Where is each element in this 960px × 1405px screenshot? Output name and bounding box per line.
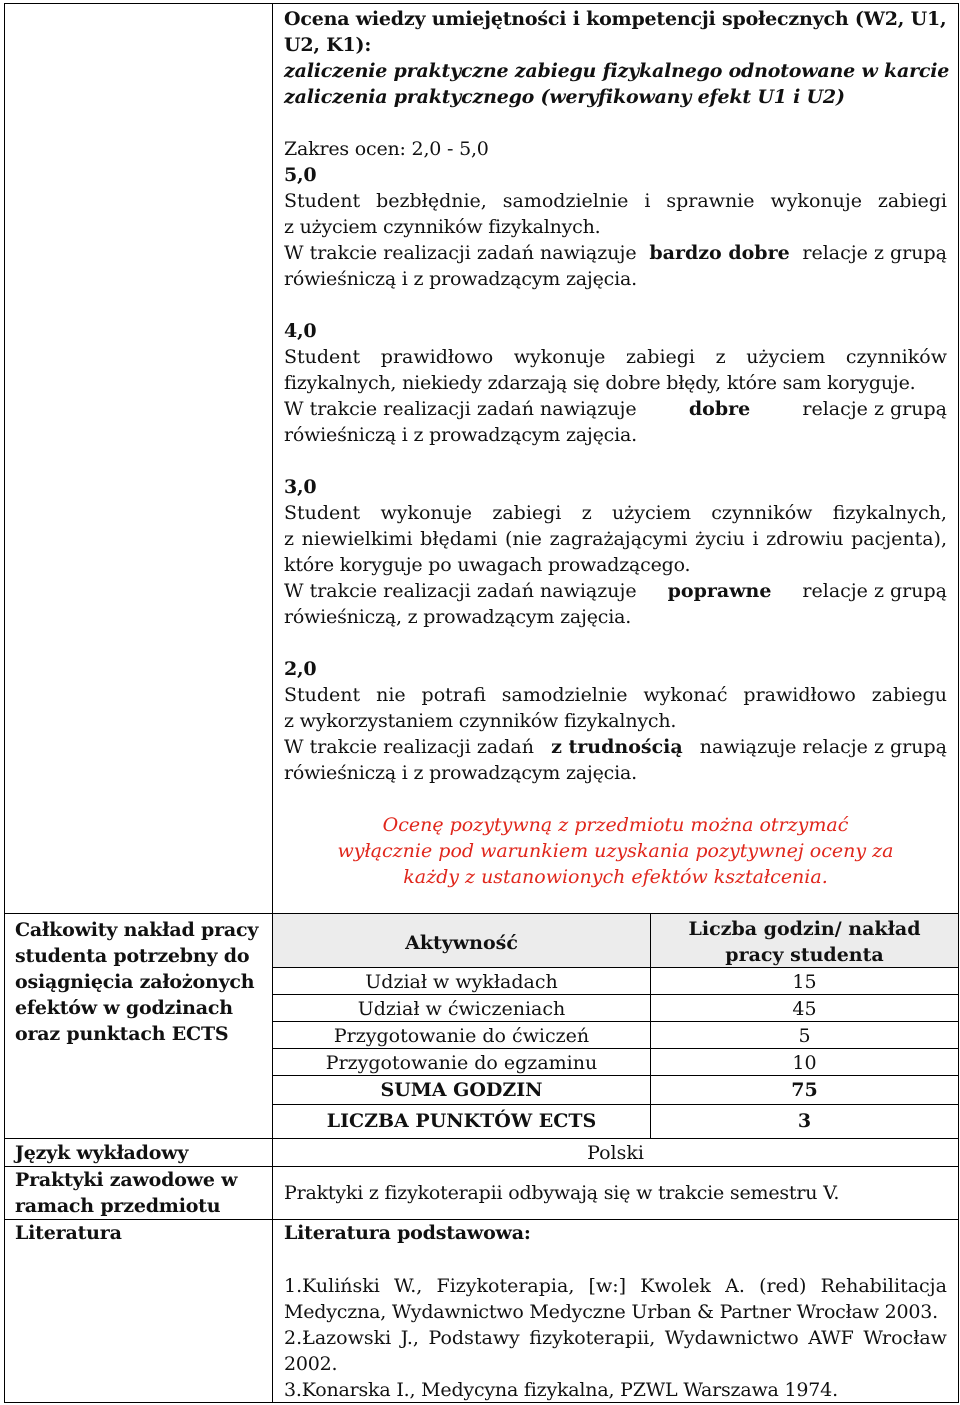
grade-3-text [284, 500, 947, 526]
workload-label: oraz punktach ECTS [15, 1023, 229, 1045]
word: samodzielnie [502, 190, 629, 212]
word: AWF [808, 1327, 854, 1349]
word: Student [284, 502, 361, 524]
table-row-hours: 15 [792, 971, 817, 993]
word: zabiegi [492, 502, 562, 524]
word: i [644, 190, 651, 212]
grade-3-text: rówieśniczą, z prowadzącym zajęcia. [284, 606, 632, 628]
word: A. [725, 1275, 745, 1297]
word: niewielkimi [301, 528, 413, 550]
word: (red) [759, 1275, 807, 1297]
word: wykonuje [513, 346, 606, 368]
word: zabiegi [877, 190, 947, 212]
grade-3-relations: W trakcie realizacji zadań nawiązuje poprawne relacje z grupą [284, 580, 947, 602]
grade-5-text [284, 188, 947, 214]
word: zabiegu [871, 684, 947, 706]
word: prawidłowo [380, 346, 494, 368]
practice-value: Praktyki z fizykoterapii odbywają się w trakcie semestru V. [284, 1182, 840, 1204]
positive-grade-note: Ocenę pozytywną z przedmiotu można otrzymać [382, 814, 849, 836]
grade-4-text: fizykalnych, niekiedy zdarzają się dobre błędy, które sam koryguje. [284, 372, 916, 394]
column-header-hours: pracy studenta [725, 944, 884, 966]
grade-3-value: 3,0 [284, 476, 317, 498]
word: nie [376, 684, 406, 706]
assessment-method: zaliczenie praktyczne zabiegu fizykalnego odnotowane w karcie [284, 60, 950, 82]
assessment-heading: Ocena wiedzy umiejętności i kompetencji społecznych (W2, U1, [284, 8, 947, 30]
table-row-activity: Udział w wykładach [365, 971, 558, 993]
word: wykonuje [380, 502, 473, 524]
grade-4-relations: W trakcie realizacji zadań nawiązuje dobre relacje z grupą [284, 398, 947, 420]
grade-3-text: które koryguje po uwagach prowadzącego. [284, 554, 691, 576]
positive-grade-note: wyłącznie pod warunkiem uzyskania pozytywnej oceny za [337, 840, 894, 862]
grade-2-text [284, 682, 947, 708]
word: zagrażającymi [549, 528, 688, 550]
literature-label: Literatura [15, 1222, 122, 1244]
word: Student [284, 190, 361, 212]
grade-2-relations: W trakcie realizacji zadań z trudnością nawiązuje relacje z grupą [284, 736, 947, 758]
word: Kwolek [640, 1275, 711, 1297]
grade-4-text: rówieśniczą i z prowadzącym zajęcia. [284, 424, 637, 446]
language-label: Język wykładowy [15, 1142, 189, 1164]
table-row-hours: 45 [792, 998, 817, 1020]
workload-label: osiągnięcia założonych [15, 971, 255, 993]
word: Rehabilitacja [820, 1275, 947, 1297]
word: Podstawy [428, 1327, 520, 1349]
word: pacjenta), [851, 528, 947, 550]
word: z [715, 346, 726, 368]
literature-item: Medyczna, Wydawnictwo Medyczne Urban & Partner Wrocław 2003. [284, 1301, 939, 1323]
word: i [752, 528, 759, 550]
word: fizykoterapii, [529, 1327, 656, 1349]
inner-row-line [272, 1104, 959, 1105]
grade-2-value: 2,0 [284, 658, 317, 680]
word: (nie [504, 528, 542, 550]
column-divider [272, 3, 273, 1403]
word: 1.Kuliński [284, 1275, 380, 1297]
word: zabiegi [625, 346, 696, 368]
word: bezbłędnie, [376, 190, 487, 212]
grade-4-text [284, 344, 947, 370]
table-row-activity: Udział w ćwiczeniach [357, 998, 566, 1020]
column-header-hours: Liczba godzin/ nakład [688, 918, 921, 940]
grade-range: Zakres ocen: 2,0 - 5,0 [284, 138, 489, 160]
word: z [581, 502, 592, 524]
workload-label: efektów w godzinach [15, 997, 233, 1019]
grade-5-value: 5,0 [284, 164, 317, 186]
ects-value: 3 [797, 1110, 812, 1132]
word: 2.Łazowski [284, 1327, 392, 1349]
word: użyciem [612, 502, 691, 524]
positive-grade-note: każdy z ustanowionych efektów kształcenia. [403, 866, 828, 888]
assessment-heading: U2, K1): [284, 34, 372, 56]
word: samodzielnie [501, 684, 628, 706]
word: J., [400, 1327, 419, 1349]
grade-5-relations: W trakcie realizacji zadań nawiązuje bardzo dobre relacje z grupą [284, 242, 947, 264]
literature-item [284, 1325, 947, 1351]
word: wykonuje [770, 190, 862, 212]
practice-label: Praktyki zawodowe w [15, 1169, 238, 1191]
word: błędami [420, 528, 498, 550]
sum-hours-label: SUMA GODZIN [380, 1079, 543, 1101]
word: Student [284, 346, 361, 368]
literature-item [284, 1273, 947, 1299]
column-header-activity: Aktywność [405, 932, 518, 954]
grade-5-text: z użyciem czynników fizykalnych. [284, 216, 601, 238]
ects-label: LICZBA PUNKTÓW ECTS [326, 1110, 597, 1132]
word: zdrowiu [766, 528, 844, 550]
grade-2-text: rówieśniczą i z prowadzącym zajęcia. [284, 762, 637, 784]
grade-3-text [284, 526, 947, 552]
word: Student [284, 684, 361, 706]
word: użyciem [746, 346, 826, 368]
word: życiu [695, 528, 745, 550]
table-row-hours: 10 [792, 1052, 817, 1074]
table-row-activity: Przygotowanie do egzaminu [325, 1052, 598, 1074]
table-right-border [958, 3, 959, 1403]
grade-2-text: z wykorzystaniem czynników fizykalnych. [284, 710, 677, 732]
word: czynników [845, 346, 947, 368]
row-divider-language [4, 1138, 959, 1139]
table-top-border [4, 3, 959, 4]
word: czynników [711, 502, 813, 524]
word: wykonać [643, 684, 728, 706]
language-value: Polski [587, 1142, 644, 1164]
table-left-border [4, 3, 5, 1403]
word: fizykalnych, [832, 502, 947, 524]
word: Wrocław [863, 1327, 947, 1349]
word: [w:] [588, 1275, 627, 1297]
word: Wydawnictwo [664, 1327, 799, 1349]
table-row-hours: 5 [798, 1025, 811, 1047]
literature-item: 3.Konarska I., Medycyna fizykalna, PZWL Warszawa 1974. [284, 1379, 838, 1401]
grade-4-value: 4,0 [284, 320, 317, 342]
literature-item: 2002. [284, 1353, 338, 1375]
table-row-activity: Przygotowanie do ćwiczeń [333, 1025, 590, 1047]
word: sprawnie [666, 190, 755, 212]
word: Fizykoterapia, [436, 1275, 575, 1297]
sum-hours-value: 75 [791, 1079, 818, 1101]
word: prawidłowo [743, 684, 856, 706]
practice-label: ramach przedmiotu [15, 1195, 221, 1217]
assessment-method: zaliczenia praktycznego (weryfikowany efekt U1 i U2) [284, 86, 845, 108]
workload-label: Całkowity nakład pracy [15, 919, 259, 941]
workload-label: studenta potrzebny do [15, 945, 250, 967]
literature-heading: Literatura podstawowa: [284, 1222, 531, 1244]
word: W., [394, 1275, 423, 1297]
word: z [284, 528, 295, 550]
grade-5-text: rówieśniczą i z prowadzącym zajęcia. [284, 268, 637, 290]
word: potrafi [421, 684, 486, 706]
